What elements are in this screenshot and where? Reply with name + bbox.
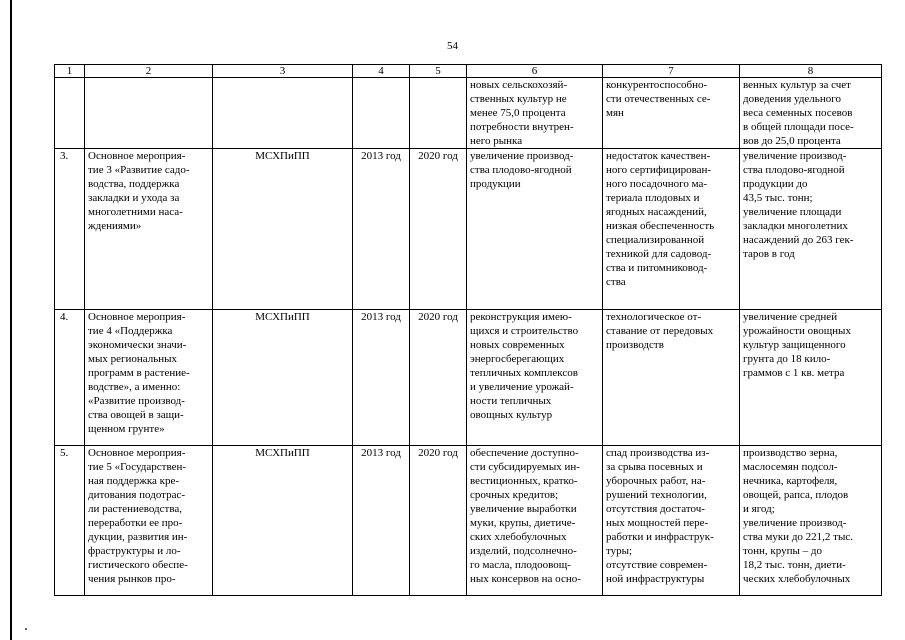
left-margin-rule [10, 0, 12, 640]
risk-description-line: конкурентоспособно- [606, 79, 708, 91]
expected-result-line: изделий, подсолнечно- [470, 545, 577, 557]
activity-name-line: фраструктуры и ло- [88, 545, 181, 557]
end-year-cell [410, 78, 467, 149]
executor-cell [213, 78, 353, 149]
activity-name-line: закладки и ухода за [88, 192, 180, 204]
target-indicator-line: ческих хлебобулочных [743, 573, 851, 585]
expected-result-line: менее 75,0 процента [470, 107, 566, 119]
column-header: 7 [603, 65, 740, 78]
target-indicator-line: увеличение средней [743, 311, 838, 323]
end-year-cell: 2020 год [410, 446, 467, 596]
activity-name-line: щенном грунте» [88, 423, 165, 435]
risk-description-line: специализированной [606, 234, 705, 246]
risk-description-line: ягодных насаждений, [606, 206, 707, 218]
row-number-cell: 5. [55, 446, 85, 596]
target-indicator-line: в общей площади посе- [743, 121, 854, 133]
risk-description-line: отсутствия достаточ- [606, 503, 705, 515]
target-indicator-line: ства муки до 221,2 тыс. [743, 531, 853, 543]
expected-result-line: ных консервов на осно- [470, 573, 581, 585]
risk-description-line: уборочных работ, на- [606, 475, 706, 487]
risk-description-line: ства [606, 276, 626, 288]
expected-result-line: обеспечение доступно- [470, 447, 579, 459]
row-number-cell: 3. [55, 149, 85, 310]
expected-result-line: вестиционных, кратко- [470, 475, 578, 487]
target-indicator-line: грунта до 18 кило- [743, 353, 831, 365]
expected-result-line: муки, крупы, диетиче- [470, 517, 576, 529]
expected-result-line: новых сельскохозяй- [470, 79, 568, 91]
end-year-cell: 2020 год [410, 149, 467, 310]
expected-result-cell [467, 310, 603, 446]
risk-description-line: сти отечественных се- [606, 93, 711, 105]
target-indicator-line: урожайности овощных [743, 325, 851, 337]
expected-result-line: потребности внутрен- [470, 121, 574, 133]
table-row [55, 78, 882, 149]
risk-description-line: рушений технологии, [606, 489, 707, 501]
target-indicator-line: маслосемян подсол- [743, 461, 838, 473]
start-year-cell: 2013 год [353, 310, 410, 446]
activity-name-line: ждениями» [88, 220, 142, 232]
activity-name-line: ная поддержка кре- [88, 475, 180, 487]
activity-name-line: «Развитие производ- [88, 395, 185, 407]
target-indicator-cell [740, 310, 882, 446]
risk-description-cell [603, 446, 740, 596]
risk-description-line: спад производства из- [606, 447, 710, 459]
expected-result-cell [467, 149, 603, 310]
target-indicator-line: увеличение производ- [743, 517, 847, 529]
target-indicator-line: тонн, крупы – до [743, 545, 823, 557]
activity-name-line: дукции, развития ин- [88, 531, 188, 543]
table-row [55, 149, 882, 310]
target-indicator-line: продукции до [743, 178, 808, 190]
expected-result-line: увеличение производ- [470, 150, 574, 162]
column-header: 3 [213, 65, 353, 78]
risk-description-cell [603, 149, 740, 310]
start-year-cell: 2013 год [353, 446, 410, 596]
target-indicator-line: культур защищенного [743, 339, 846, 351]
activity-name-line: мых региональных [88, 353, 178, 365]
column-header: 8 [740, 65, 882, 78]
expected-result-line: энергосберегающих [470, 353, 565, 365]
activities-table [54, 64, 882, 596]
activity-name-line: водстве», а именно: [88, 381, 181, 393]
activity-name-line: Основное мероприя- [88, 311, 186, 323]
activity-name-line: гистического обеспе- [88, 559, 188, 571]
activity-name-line: ства овощей в защи- [88, 409, 184, 421]
target-indicator-line: насаждений до 263 гек- [743, 234, 854, 246]
expected-result-line: щихся и строительство [470, 325, 579, 337]
target-indicator-line: увеличение площади [743, 206, 842, 218]
expected-result-cell [467, 78, 603, 149]
expected-result-line: ства плодово-ягодной [470, 164, 572, 176]
target-indicator-line: производство зерна, [743, 447, 838, 459]
target-indicator-line: нечника, картофеля, [743, 475, 838, 487]
column-header: 4 [353, 65, 410, 78]
risk-description-cell [603, 310, 740, 446]
target-indicator-line: ства плодово-ягодной [743, 164, 845, 176]
risk-description-line: техникой для садовод- [606, 248, 712, 260]
table-row [55, 446, 882, 596]
column-number-row [55, 65, 882, 78]
activity-name-line: программ в растение- [88, 367, 190, 379]
target-indicator-cell [740, 446, 882, 596]
activity-name-line: тие 4 «Поддержка [88, 325, 173, 337]
risk-description-line: ства и питомниковод- [606, 262, 708, 274]
target-indicator-line: 43,5 тыс. тонн; [743, 192, 813, 204]
target-indicator-line: граммов с 1 кв. метра [743, 367, 845, 379]
target-indicator-line: таров в год [743, 248, 795, 260]
activity-name-cell [85, 149, 213, 310]
activity-name-line: тие 5 «Государствен- [88, 461, 187, 473]
page-number: 54 [447, 40, 458, 52]
target-indicator-line: увеличение производ- [743, 150, 847, 162]
executor-cell: МСХПиПП [213, 310, 353, 446]
target-indicator-cell [740, 149, 882, 310]
expected-result-line: го масла, плодоовощ- [470, 559, 571, 571]
activity-name-line: экономически значи- [88, 339, 187, 351]
expected-result-line: него рынка [470, 135, 523, 147]
risk-description-line: туры; [606, 545, 633, 557]
risk-description-line: технологическое от- [606, 311, 702, 323]
risk-description-line: работки и инфраструк- [606, 531, 714, 543]
column-header: 5 [410, 65, 467, 78]
activity-name-line: многолетними наса- [88, 206, 183, 218]
column-header: 1 [55, 65, 85, 78]
target-indicator-line: веса семенных посевов [743, 107, 853, 119]
expected-result-line: и увеличение урожай- [470, 381, 574, 393]
risk-description-line: низкая обеспеченность [606, 220, 715, 232]
expected-result-line: увеличение выработки [470, 503, 577, 515]
activity-name-cell [85, 78, 213, 149]
risk-description-line: отсутствие современ- [606, 559, 708, 571]
target-indicator-line: 18,2 тыс. тонн, диети- [743, 559, 846, 571]
end-year-cell: 2020 год [410, 310, 467, 446]
executor-cell: МСХПиПП [213, 149, 353, 310]
row-number-cell [55, 78, 85, 149]
expected-result-line: ских хлебобулочных [470, 531, 567, 543]
expected-result-line: срочных кредитов; [470, 489, 559, 501]
risk-description-line: мян [606, 107, 624, 119]
risk-description-line: ного сертифицирован- [606, 164, 712, 176]
activity-name-line: водства, поддержка [88, 178, 180, 190]
column-header: 6 [467, 65, 603, 78]
risk-description-line: ных мощностей пере- [606, 517, 709, 529]
expected-result-line: ности тепличных [470, 395, 552, 407]
activity-name-line: чения рынков про- [88, 573, 176, 585]
activity-name-line: переработки ее про- [88, 517, 183, 529]
expected-result-line: ственных культур не [470, 93, 567, 105]
start-year-cell: 2013 год [353, 149, 410, 310]
expected-result-line: сти субсидируемых ин- [470, 461, 580, 473]
expected-result-line: продукции [470, 178, 521, 190]
expected-result-line: овощных культур [470, 409, 553, 421]
risk-description-line: ного посадочного ма- [606, 178, 708, 190]
target-indicator-line: закладки многолетних [743, 220, 848, 232]
risk-description-line: за срыва посевных и [606, 461, 703, 473]
activity-name-line: Основное мероприя- [88, 150, 186, 162]
target-indicator-line: и ягод; [743, 503, 775, 515]
target-indicator-line: вов до 25,0 процента [743, 135, 841, 147]
activity-name-cell [85, 310, 213, 446]
column-header: 2 [85, 65, 213, 78]
activity-name-line: ли растениеводства, [88, 503, 183, 515]
executor-cell: МСХПиПП [213, 446, 353, 596]
risk-description-line: териала плодовых и [606, 192, 700, 204]
expected-result-line: новых современных [470, 339, 565, 351]
scan-speck [25, 628, 27, 630]
activity-name-cell [85, 446, 213, 596]
risk-description-line: ставание от передовых [606, 325, 714, 337]
start-year-cell [353, 78, 410, 149]
expected-result-line: тепличных комплексов [470, 367, 578, 379]
target-indicator-line: венных культур за счет [743, 79, 851, 91]
activity-name-line: тие 3 «Развитие садо- [88, 164, 190, 176]
activity-name-line: Основное мероприя- [88, 447, 186, 459]
target-indicator-line: овощей, рапса, плодов [743, 489, 849, 501]
expected-result-line: реконструкция имею- [470, 311, 572, 323]
table-row [55, 310, 882, 446]
expected-result-cell [467, 446, 603, 596]
risk-description-line: недостаток качествен- [606, 150, 711, 162]
risk-description-cell [603, 78, 740, 149]
activity-name-line: дитования подотрас- [88, 489, 186, 501]
target-indicator-cell [740, 78, 882, 149]
row-number-cell: 4. [55, 310, 85, 446]
target-indicator-line: доведения удельного [743, 93, 841, 105]
risk-description-line: ной инфраструктуры [606, 573, 705, 585]
risk-description-line: производств [606, 339, 664, 351]
